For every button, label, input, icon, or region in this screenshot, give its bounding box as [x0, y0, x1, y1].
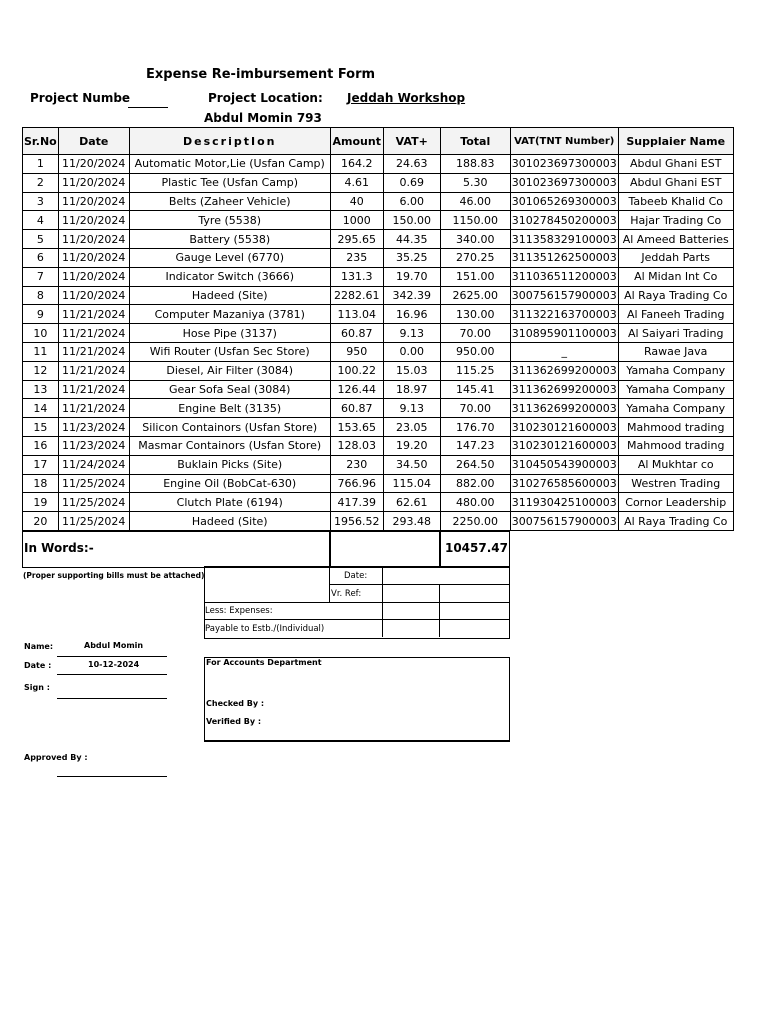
cell-total: 145.41 [440, 380, 510, 399]
cell-vat-number: 301023697300003 [510, 173, 618, 192]
sign-label: Sign : [24, 683, 50, 692]
less-expenses-label: Less: Expenses: [205, 606, 273, 616]
cell-total: 130.00 [440, 305, 510, 324]
cell-vat: 16.96 [383, 305, 440, 324]
cell-srno: 16 [23, 436, 59, 455]
cell-srno: 9 [23, 305, 59, 324]
header-vat: VAT+ [383, 128, 440, 155]
cell-supplier: Abdul Ghani EST [618, 173, 733, 192]
table-row [23, 399, 734, 418]
project-location-value: Jeddah Workshop [347, 91, 466, 105]
table-row [23, 286, 734, 305]
date-line [57, 674, 167, 675]
cell-description: Automatic Motor,Lie (Usfan Camp) [129, 155, 330, 174]
cell-date: 11/23/2024 [58, 436, 129, 455]
table-row [23, 211, 734, 230]
cell-total: 115.25 [440, 361, 510, 380]
cell-total: 46.00 [440, 192, 510, 211]
table-row [23, 455, 734, 474]
cell-total: 5.30 [440, 173, 510, 192]
table-row [23, 512, 734, 531]
cell-vat: 0.69 [383, 173, 440, 192]
date-value: 10-12-2024 [88, 660, 140, 669]
cell-total: 2625.00 [440, 286, 510, 305]
cell-vat-number: 311036511200003 [510, 267, 618, 286]
cell-date: 11/20/2024 [58, 173, 129, 192]
cell-vat-number: 311362699200003 [510, 380, 618, 399]
cell-srno: 8 [23, 286, 59, 305]
cell-date: 11/20/2024 [58, 211, 129, 230]
name-line [57, 656, 167, 657]
cell-description: Computer Mazaniya (3781) [129, 305, 330, 324]
cell-vat: 19.20 [383, 436, 440, 455]
cell-date: 11/20/2024 [58, 267, 129, 286]
cell-srno: 4 [23, 211, 59, 230]
cell-amount: 100.22 [330, 361, 383, 380]
cell-srno: 19 [23, 493, 59, 512]
cell-total: 176.70 [440, 418, 510, 437]
cell-amount: 2282.61 [330, 286, 383, 305]
table-row [23, 248, 734, 267]
cell-srno: 7 [23, 267, 59, 286]
cell-total: 264.50 [440, 455, 510, 474]
grid-divider [329, 584, 509, 585]
cell-vat: 342.39 [383, 286, 440, 305]
table-row [23, 342, 734, 361]
header-total: Total [440, 128, 510, 155]
cell-amount: 295.65 [330, 230, 383, 249]
cell-vat: 62.61 [383, 493, 440, 512]
cell-amount: 40 [330, 192, 383, 211]
cell-vat: 35.25 [383, 248, 440, 267]
accounts-heading: For Accounts Department [206, 658, 322, 667]
sign-line[interactable] [57, 698, 167, 699]
cell-description: Clutch Plate (6194) [129, 493, 330, 512]
table-row [23, 155, 734, 174]
cell-description: Indicator Switch (3666) [129, 267, 330, 286]
cell-total: 188.83 [440, 155, 510, 174]
cell-date: 11/21/2024 [58, 380, 129, 399]
cell-amount: 235 [330, 248, 383, 267]
vr-ref-label: Vr. Ref: [331, 589, 362, 599]
project-number-label: Project Numbe [30, 91, 131, 105]
cell-srno: 13 [23, 380, 59, 399]
cell-description: Hadeed (Site) [129, 512, 330, 531]
cell-supplier: Al Faneeh Trading [618, 305, 733, 324]
accounts-box [204, 657, 510, 742]
table-row [23, 380, 734, 399]
form-title: Expense Re-imbursement Form [146, 67, 376, 82]
cell-amount: 766.96 [330, 474, 383, 493]
cell-description: Engine Belt (3135) [129, 399, 330, 418]
cell-amount: 950 [330, 342, 383, 361]
cell-date: 11/21/2024 [58, 399, 129, 418]
project-number-field[interactable] [128, 107, 168, 108]
cell-srno: 12 [23, 361, 59, 380]
cell-vat: 24.63 [383, 155, 440, 174]
cell-supplier: Hajar Trading Co [618, 211, 733, 230]
cell-total: 151.00 [440, 267, 510, 286]
cell-vat: 19.70 [383, 267, 440, 286]
table-row [23, 173, 734, 192]
cell-date: 11/25/2024 [58, 493, 129, 512]
grand-total: 10457.47 [444, 541, 508, 555]
cell-supplier: Al Mukhtar co [618, 455, 733, 474]
cell-vat-number: 300756157900003 [510, 512, 618, 531]
cell-vat-number: 311351262500003 [510, 248, 618, 267]
cell-description: Gauge Level (6770) [129, 248, 330, 267]
cell-amount: 126.44 [330, 380, 383, 399]
in-words-cell [22, 531, 331, 568]
cell-supplier: Yamaha Company [618, 361, 733, 380]
cell-amount: 4.61 [330, 173, 383, 192]
header-srno: Sr.No [23, 128, 59, 155]
table-header-row [23, 128, 734, 155]
cell-srno: 6 [23, 248, 59, 267]
cell-supplier: Al Raya Trading Co [618, 286, 733, 305]
cell-vat-number: 311930425100003 [510, 493, 618, 512]
grid-divider [204, 619, 509, 620]
cell-description: Wifi Router (Usfan Sec Store) [129, 342, 330, 361]
cell-srno: 20 [23, 512, 59, 531]
cell-amount: 60.87 [330, 399, 383, 418]
cell-srno: 18 [23, 474, 59, 493]
cell-date: 11/25/2024 [58, 512, 129, 531]
cell-srno: 15 [23, 418, 59, 437]
cell-date: 11/20/2024 [58, 155, 129, 174]
cell-srno: 1 [23, 155, 59, 174]
header-vat-number: VAT(TNT Number) [510, 128, 618, 155]
date-label: Date: [344, 571, 368, 581]
cell-vat: 9.13 [383, 399, 440, 418]
grid-divider [204, 602, 509, 603]
cell-srno: 14 [23, 399, 59, 418]
cell-supplier: Jeddah Parts [618, 248, 733, 267]
cell-description: Hadeed (Site) [129, 286, 330, 305]
cell-vat: 0.00 [383, 342, 440, 361]
grid-divider [439, 584, 440, 637]
cell-amount: 60.87 [330, 324, 383, 343]
cell-description: Silicon Containors (Usfan Store) [129, 418, 330, 437]
cell-vat: 115.04 [383, 474, 440, 493]
header-amount: Amount [330, 128, 383, 155]
name-value: Abdul Momin [84, 641, 144, 650]
cell-vat-number: 311322163700003 [510, 305, 618, 324]
cell-date: 11/20/2024 [58, 230, 129, 249]
expense-table [22, 127, 734, 531]
cell-vat: 15.03 [383, 361, 440, 380]
cell-vat-number: 310276585600003 [510, 474, 618, 493]
cell-amount: 230 [330, 455, 383, 474]
cell-vat-number: 301023697300003 [510, 155, 618, 174]
cell-vat-number: 311362699200003 [510, 361, 618, 380]
cell-total: 2250.00 [440, 512, 510, 531]
table-row [23, 230, 734, 249]
grand-total-cell [439, 531, 510, 568]
cell-supplier: Westren Trading [618, 474, 733, 493]
table-row [23, 474, 734, 493]
cell-amount: 417.39 [330, 493, 383, 512]
cell-date: 11/21/2024 [58, 342, 129, 361]
cell-date: 11/23/2024 [58, 418, 129, 437]
name-label: Name: [24, 642, 54, 651]
approved-line[interactable] [57, 776, 167, 777]
cell-description: Engine Oil (BobCat-630) [129, 474, 330, 493]
cell-amount: 131.3 [330, 267, 383, 286]
cell-total: 270.25 [440, 248, 510, 267]
cell-total: 340.00 [440, 230, 510, 249]
cell-date: 11/21/2024 [58, 305, 129, 324]
table-row [23, 192, 734, 211]
cell-supplier: Mahmood trading [618, 436, 733, 455]
cell-date: 11/25/2024 [58, 474, 129, 493]
verified-by-label: Verified By : [206, 717, 262, 726]
cell-vat: 34.50 [383, 455, 440, 474]
cell-supplier: Cornor Leadership [618, 493, 733, 512]
date-label-signoff: Date : [24, 661, 52, 670]
cell-srno: 5 [23, 230, 59, 249]
cell-srno: 10 [23, 324, 59, 343]
cell-srno: 3 [23, 192, 59, 211]
checked-by-label: Checked By : [206, 699, 265, 708]
cell-vat: 9.13 [383, 324, 440, 343]
cell-total: 70.00 [440, 399, 510, 418]
cell-total: 950.00 [440, 342, 510, 361]
in-words-label: In Words:- [24, 541, 94, 555]
cell-total: 882.00 [440, 474, 510, 493]
cell-description: Belts (Zaheer Vehicle) [129, 192, 330, 211]
cell-supplier: Al Raya Trading Co [618, 512, 733, 531]
cell-vat-number: 310230121600003 [510, 436, 618, 455]
cell-srno: 11 [23, 342, 59, 361]
cell-supplier: Mahmood trading [618, 418, 733, 437]
table-row [23, 418, 734, 437]
cell-date: 11/20/2024 [58, 248, 129, 267]
cell-amount: 153.65 [330, 418, 383, 437]
cell-description: Buklain Picks (Site) [129, 455, 330, 474]
cell-total: 70.00 [440, 324, 510, 343]
cell-date: 11/21/2024 [58, 324, 129, 343]
cell-description: Gear Sofa Seal (3084) [129, 380, 330, 399]
cell-vat-number: 311358329100003 [510, 230, 618, 249]
table-row [23, 267, 734, 286]
table-row [23, 324, 734, 343]
employee-line: Abdul Momin 793 [204, 111, 322, 125]
header-supplier: Supplaier Name [618, 128, 733, 155]
cell-date: 11/20/2024 [58, 192, 129, 211]
cell-vat-number: 311362699200003 [510, 399, 618, 418]
cell-srno: 2 [23, 173, 59, 192]
table-row [23, 305, 734, 324]
cell-date: 11/24/2024 [58, 455, 129, 474]
cell-supplier: Al Midan Int Co [618, 267, 733, 286]
table-row [23, 361, 734, 380]
cell-date: 11/20/2024 [58, 286, 129, 305]
cell-supplier: Yamaha Company [618, 399, 733, 418]
cell-supplier: Rawae Java [618, 342, 733, 361]
cell-supplier: Al Saiyari Trading [618, 324, 733, 343]
cell-vat: 18.97 [383, 380, 440, 399]
cell-vat: 44.35 [383, 230, 440, 249]
cell-supplier: Tabeeb Khalid Co [618, 192, 733, 211]
cell-description: Hose Pipe (3137) [129, 324, 330, 343]
cell-description: Plastic Tee (Usfan Camp) [129, 173, 330, 192]
cell-vat: 6.00 [383, 192, 440, 211]
cell-vat-number: 310450543900003 [510, 455, 618, 474]
cell-supplier: Abdul Ghani EST [618, 155, 733, 174]
header-date: Date [58, 128, 129, 155]
cell-amount: 1956.52 [330, 512, 383, 531]
cell-vat: 150.00 [383, 211, 440, 230]
cell-vat-number: 310230121600003 [510, 418, 618, 437]
cell-description: Masmar Containors (Usfan Store) [129, 436, 330, 455]
payable-label: Payable to Estb./(Individual) [205, 624, 325, 634]
cell-vat-number: 310895901100003 [510, 324, 618, 343]
cell-vat-number: 310278450200003 [510, 211, 618, 230]
cell-vat: 23.05 [383, 418, 440, 437]
in-words-amount-cell [329, 531, 441, 568]
cell-vat-number: 300756157900003 [510, 286, 618, 305]
cell-supplier: Al Ameed Batteries [618, 230, 733, 249]
cell-total: 480.00 [440, 493, 510, 512]
cell-srno: 17 [23, 455, 59, 474]
supporting-note: (Proper supporting bills must be attached) [23, 571, 205, 580]
cell-vat: 293.48 [383, 512, 440, 531]
cell-description: Battery (5538) [129, 230, 330, 249]
approved-label: Approved By : [24, 753, 88, 762]
cell-vat-number: 301065269300003 [510, 192, 618, 211]
cell-vat-number: _ [510, 342, 618, 361]
cell-total: 1150.00 [440, 211, 510, 230]
header-description: DescriptIon [129, 128, 330, 155]
cell-amount: 128.03 [330, 436, 383, 455]
table-row [23, 436, 734, 455]
cell-description: Tyre (5538) [129, 211, 330, 230]
cell-amount: 113.04 [330, 305, 383, 324]
cell-amount: 164.2 [330, 155, 383, 174]
project-location-label: Project Location: [208, 91, 323, 105]
table-row [23, 493, 734, 512]
cell-total: 147.23 [440, 436, 510, 455]
cell-supplier: Yamaha Company [618, 380, 733, 399]
cell-description: Diesel, Air Filter (3084) [129, 361, 330, 380]
cell-amount: 1000 [330, 211, 383, 230]
cell-date: 11/21/2024 [58, 361, 129, 380]
